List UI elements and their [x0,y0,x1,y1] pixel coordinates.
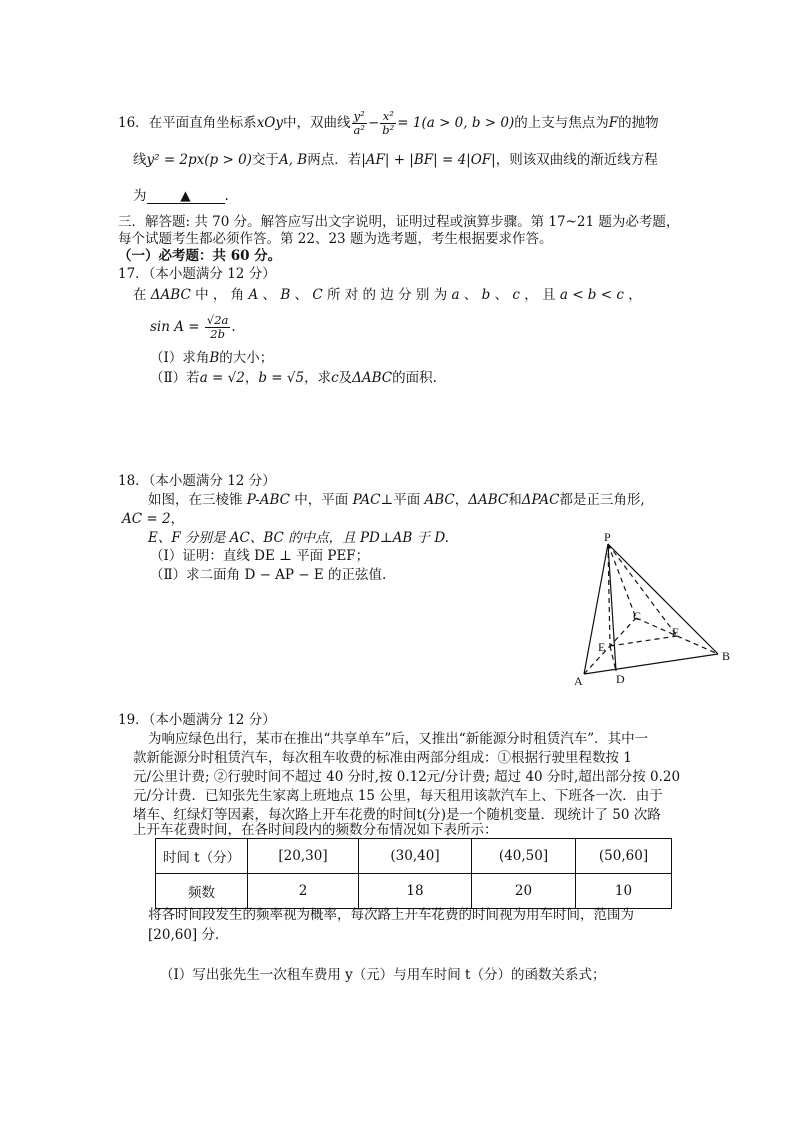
q19-part1: （Ⅰ）写出张先生一次租车费用 y（元）与用车时间 t（分）的函数关系式； [160,967,606,983]
q16-line3: 为 ▲ . [133,188,229,204]
table-cell: 2 [248,874,359,909]
label-P: P [604,530,611,544]
table-header-cell: 时间 t（分） [156,839,248,874]
table-header-cell: (40,50] [472,839,576,874]
label-F: F [672,625,679,639]
q19-line4: 元/分计费．已知张先生家离上班地点 15 公里，每天租用该款汽车上、下班各一次．由于 [133,788,663,804]
q16-line1: 16．在平面直角坐标系xOy中，双曲线 $\frac{\text{y²}}{\text{a²}}$ − $\frac{\text{x²}}{\text{b²}}$ = 1(a > 0, b > 0)的上支与焦点为F的抛物 [118,109,659,137]
table-cell: 20 [472,874,576,909]
table-cell: 18 [359,874,472,909]
q18-line2: AC = 2， [122,511,185,527]
table-header-cell: (50,60] [576,839,672,874]
label-E: E [598,640,606,654]
tetrahedron-figure [560,528,740,688]
edge-PF [608,544,677,636]
answer-blank: ▲ [147,189,225,204]
q19-line5: 堵车、红绿灯等因素，每次路上开车花费的时间t(分)是一个随机变量．现统计了 50 次路 [133,807,661,823]
q17-sinA: sin A = $\frac{√2a}{2b}$ . [150,313,236,341]
section3-line1: 三．解答题: 共 70 分。解答应写出文字说明，证明过程或演算步骤。第 17~21 题为必考题， [118,214,680,230]
label-D: D [616,672,625,686]
frequency-table [155,838,672,909]
table-header-cell: [20,30] [248,839,359,874]
q16-line2: 线y² = 2px(p > 0)交于A, B两点．若|AF| + |BF| = 4|OF|，则该双曲线的渐近线方程 [133,152,658,168]
q18-line3: E、F 分别是 AC、BC 的中点，且 PD⊥AB 于 D. [148,530,449,546]
q19-after1: 将各时间段发生的频率视为概率，每次路上开车花费的时间视为用车时间，范围为 [148,907,634,923]
edge-PA [584,544,608,674]
q19-line2: 款新能源分时租赁汽车，每次租车收费的标准由两部分组成：①根据行驶里程数按 1 [133,750,632,766]
q18-title: 18．（本小题满分 12 分） [118,473,276,489]
q18-part1: （Ⅰ）证明：直线 DE ⊥ 平面 PEF； [150,548,370,564]
section3-line3: （一）必考题：共 60 分。 [118,248,282,264]
q18-line1: 如图，在三棱锥 P-ABC 中，平面 PAC⊥平面 ABC，ΔABC和ΔPAC都是正三角形, [148,492,645,508]
label-C: C [633,609,642,623]
q17-part1: （Ⅰ）求角B的大小； [150,350,274,366]
q18-part2: （Ⅱ）求二面角 D − AP − E 的正弦值. [150,567,387,583]
label-A: A [574,674,583,688]
q19-line3: 元/公里计费; ②行驶时间不超过 40 分时,按 0.12元/分计费; 超过 40 分时,超出部分按 0.20 [133,769,681,785]
table-header-cell: (30,40] [359,839,472,874]
sinA-frac: $\frac{√2a}{2b}$ [206,313,229,341]
hyperbola-frac-y: $\frac{\text{y²}}{\text{a²}}$ [353,109,365,137]
edge-AB [584,654,718,674]
q17-line1: 在 ΔABC 中 ， 角 A 、 B 、 C 所 对 的 边 分 别 为 a 、 b 、 c ， 且 a < b < c ， [133,287,642,303]
q19-line6: 上开车花费时间，在各时间段内的频数分布情况如下表所示： [133,822,498,838]
label-B: B [722,649,731,663]
table-cell: 频数 [156,874,248,909]
section3-line2: 每个试题考生都必须作答。第 22、23 题为选考题，考生根据要求作答。 [118,231,553,247]
table-cell: 10 [576,874,672,909]
edge-PB [608,544,718,654]
q19-after2: [20,60] 分． [148,927,229,943]
q17-part2: （Ⅱ）若a = √2，b = √5，求c及ΔABC的面积. [150,370,437,386]
edge-EF [610,636,677,646]
hyperbola-frac-x: $\frac{\text{x²}}{\text{b²}}$ [382,109,395,137]
table-row [156,839,672,874]
q19-line1: 为响应绿色出行，某市在推出“共享单车”后，又推出“新能源分时租赁汽车”．其中一 [148,731,649,747]
q17-title: 17．（本小题满分 12 分） [118,266,276,282]
table-row [156,874,672,909]
q19-title: 19．（本小题满分 12 分） [118,712,276,728]
